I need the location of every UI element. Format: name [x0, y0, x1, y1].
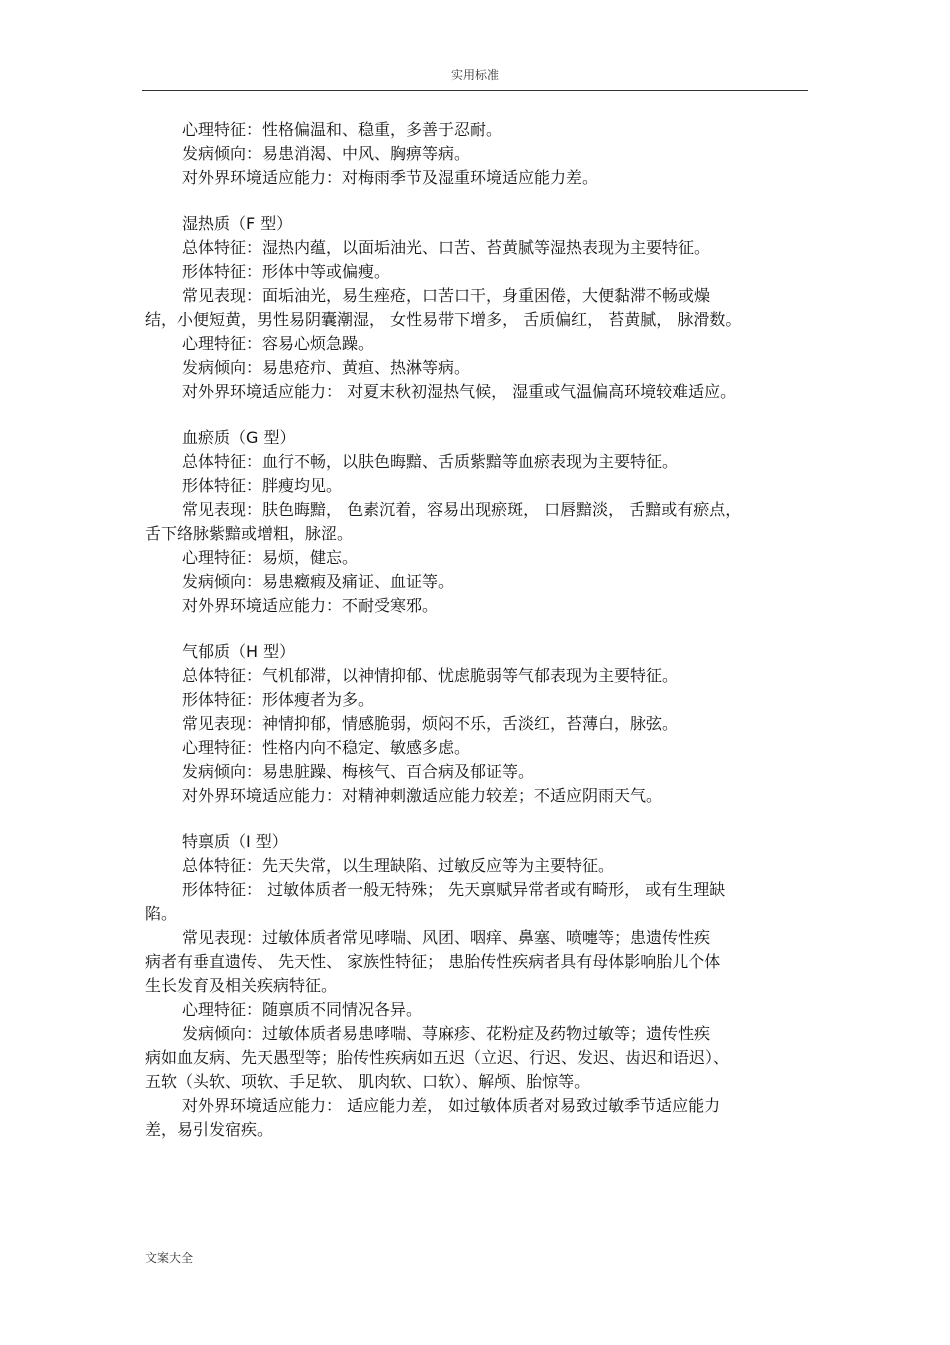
text-line: 特禀质（I 型） [182, 832, 288, 851]
section-4 [145, 830, 805, 1142]
text-line: 湿热质（F 型） [182, 214, 293, 233]
text-line: 形体特征：形体中等或偏瘦。 [182, 262, 391, 281]
text-line: 常见表现：神情抑郁，情感脆弱，烦闷不乐，舌淡红，苔薄白，脉弦。 [182, 714, 679, 733]
text-line: 对外界环境适应能力： 对夏末秋初湿热气候， 湿重或气温偏高环境较难适应。 [182, 382, 737, 401]
text-line: 生长发育及相关疾病特征。 [145, 976, 338, 995]
text-line: 形体特征： 过敏体质者一般无特殊； 先天禀赋异常者或有畸形， 或有生理缺 [182, 880, 726, 899]
text-line: 发病倾向：易患疮疖、黄疸、热淋等病。 [182, 358, 471, 377]
text-line: 发病倾向：易患消渴、中风、胸痹等病。 [182, 144, 471, 163]
text-line: 形体特征：胖瘦均见。 [182, 476, 343, 495]
text-line: 结，小便短黄，男性易阴囊潮湿， 女性易带下增多， 舌质偏红， 苔黄腻， 脉滑数。 [145, 310, 742, 329]
text-line: 五软（头软、项软、手足软、 肌肉软、口软）、解颅、胎惊等。 [145, 1072, 591, 1091]
text-line: 常见表现：过敏体质者常见哮喘、风团、咽痒、鼻塞、喷嚏等；患遗传性疾 [182, 928, 711, 947]
text-line: 形体特征：形体瘦者为多。 [182, 690, 375, 709]
text-line: 心理特征：性格偏温和、稳重，多善于忍耐。 [182, 120, 503, 139]
section-1 [145, 212, 805, 404]
text-line: 总体特征：湿热内蕴，以面垢油光、口苦、苔黄腻等湿热表现为主要特征。 [182, 238, 711, 257]
text-line: 血瘀质（G 型） [182, 428, 296, 447]
text-line: 陷。 [145, 904, 178, 923]
text-line: 舌下络脉紫黯或增粗，脉涩。 [145, 524, 354, 543]
text-line: 对外界环境适应能力：不耐受寒邪。 [182, 596, 439, 615]
document-body [145, 118, 805, 1164]
text-line: 发病倾向：过敏体质者易患哮喘、荨麻疹、花粉症及药物过敏等；遗传性疾 [182, 1024, 711, 1043]
text-line: 病者有垂直遗传、 先天性、 家族性特征； 患胎传性疾病者具有母体影响胎儿个体 [145, 952, 721, 971]
text-line: 心理特征：性格内向不稳定、敏感多虑。 [182, 738, 471, 757]
page-footer: 文案大全 [145, 1251, 194, 1265]
text-line: 心理特征：容易心烦急躁。 [182, 334, 375, 353]
text-line: 常见表现：面垢油光，易生痤疮，口苦口干，身重困倦，大便黏滞不畅或燥 [182, 286, 711, 305]
text-line: 总体特征：先天失常，以生理缺陷、过敏反应等为主要特征。 [182, 856, 615, 875]
text-line: 总体特征：气机郁滞，以神情抑郁、忧虑脆弱等气郁表现为主要特征。 [182, 666, 679, 685]
text-line: 气郁质（H 型） [182, 642, 296, 661]
section-0 [145, 118, 805, 190]
text-line: 对外界环境适应能力：对梅雨季节及湿重环境适应能力差。 [182, 168, 599, 187]
header-divider [142, 90, 808, 91]
page-header: 实用标准 [450, 68, 499, 82]
text-line: 心理特征：随禀质不同情况各异。 [182, 1000, 423, 1019]
section-3 [145, 640, 805, 808]
text-line: 对外界环境适应能力： 适应能力差， 如过敏体质者对易致过敏季节适应能力 [182, 1096, 721, 1115]
section-2 [145, 426, 805, 618]
text-line: 对外界环境适应能力：对精神刺激适应能力较差；不适应阴雨天气。 [182, 786, 663, 805]
text-line: 心理特征：易烦，健忘。 [182, 548, 359, 567]
text-line: 常见表现：肤色晦黯， 色素沉着，容易出现瘀斑， 口唇黯淡， 舌黯或有瘀点， [182, 500, 742, 519]
text-line: 病如血友病、先天愚型等；胎传性疾病如五迟（立迟、行迟、发迟、齿迟和语迟）、 [145, 1048, 730, 1067]
text-line: 发病倾向：易患脏躁、梅核气、百合病及郁证等。 [182, 762, 535, 781]
text-line: 差，易引发宿疾。 [145, 1120, 274, 1139]
text-line: 发病倾向：易患癥瘕及痛证、血证等。 [182, 572, 455, 591]
text-line: 总体特征：血行不畅，以肤色晦黯、舌质紫黯等血瘀表现为主要特征。 [182, 452, 679, 471]
